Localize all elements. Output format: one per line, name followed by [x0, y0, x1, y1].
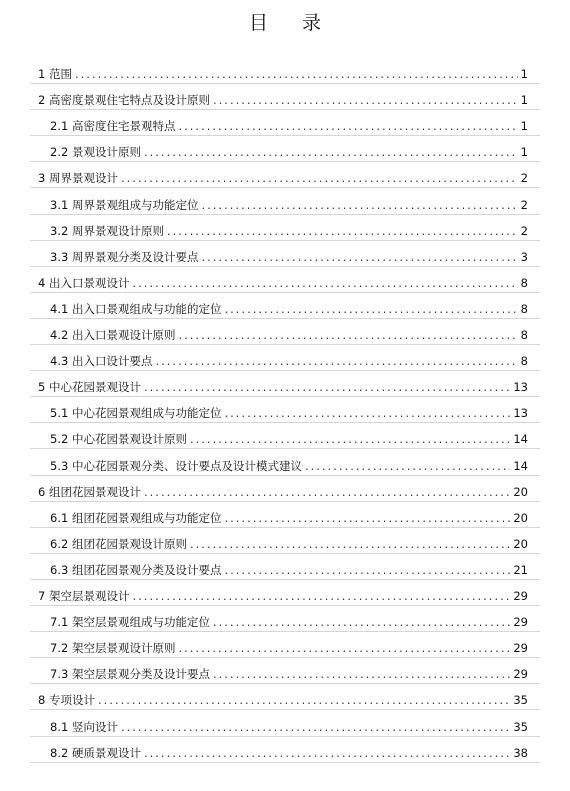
toc-entry[interactable]	[50, 327, 528, 343]
row-divider	[30, 292, 540, 293]
toc-entry-label: 7 架空层景观设计	[38, 589, 130, 603]
toc-leader-dots	[305, 459, 510, 473]
toc-entry-page: 2	[520, 224, 528, 238]
toc-leader-dots	[190, 537, 510, 551]
toc-entry-page: 1	[520, 119, 528, 133]
toc-entry-label: 6.1 组团花园景观组成与功能定位	[50, 511, 222, 525]
toc-entry[interactable]	[50, 353, 528, 369]
row-divider	[30, 709, 540, 710]
toc-entry-page: 20	[513, 511, 528, 525]
toc-leader-dots	[98, 693, 510, 707]
row-divider	[30, 527, 540, 528]
toc-leader-dots	[132, 589, 510, 603]
toc-entry-page: 20	[513, 537, 528, 551]
row-divider	[30, 605, 540, 606]
row-divider	[30, 736, 540, 737]
toc-entry[interactable]	[50, 197, 528, 213]
toc-entry-page: 8	[520, 328, 528, 342]
row-divider	[30, 448, 540, 449]
row-divider	[30, 657, 540, 658]
toc-entry-label: 3 周界景观设计	[38, 171, 118, 185]
toc-entry-page: 29	[513, 667, 528, 681]
row-divider	[30, 579, 540, 580]
toc-entry-page: 13	[513, 406, 528, 420]
toc-entry[interactable]	[50, 666, 528, 682]
toc-entry-label: 3.1 周界景观组成与功能定位	[50, 198, 199, 212]
toc-entry-label: 8.1 竖向设计	[50, 720, 118, 734]
toc-entry-label: 5.2 中心花园景观设计原则	[50, 432, 187, 446]
row-divider	[30, 344, 540, 345]
toc-leader-dots	[144, 485, 510, 499]
row-divider	[30, 83, 540, 84]
toc-entry[interactable]	[50, 405, 528, 421]
toc-entry-page: 2	[520, 198, 528, 212]
toc-leader-dots	[213, 615, 510, 629]
row-divider	[30, 762, 540, 763]
toc-entry-page: 1	[520, 67, 528, 81]
toc-entry-page: 2	[520, 171, 528, 185]
toc-leader-dots	[178, 641, 510, 655]
toc-entry[interactable]	[38, 275, 528, 291]
toc-entry-label: 4 出入口景观设计	[38, 276, 130, 290]
toc-leader-dots	[178, 328, 517, 342]
row-divider	[30, 187, 540, 188]
row-divider	[30, 631, 540, 632]
toc-leader-dots	[121, 720, 510, 734]
row-divider	[30, 161, 540, 162]
row-divider	[30, 266, 540, 267]
toc-entry-page: 8	[520, 302, 528, 316]
toc-entry[interactable]	[38, 692, 528, 708]
toc-entry[interactable]	[50, 118, 528, 134]
toc-leader-dots	[155, 354, 517, 368]
toc-entry-page: 38	[513, 746, 528, 760]
toc-entry-label: 3.2 周界景观设计原则	[50, 224, 164, 238]
toc-leader-dots	[201, 198, 517, 212]
row-divider	[30, 109, 540, 110]
toc-entry-label: 6 组团花园景观设计	[38, 485, 141, 499]
toc-leader-dots	[224, 563, 510, 577]
toc-entry-label: 4.1 出入口景观组成与功能的定位	[50, 302, 222, 316]
toc-entry-page: 35	[513, 720, 528, 734]
toc-entry-label: 6.2 组团花园景观设计原则	[50, 537, 187, 551]
row-divider	[30, 422, 540, 423]
toc-entry[interactable]	[50, 640, 528, 656]
toc-entry[interactable]	[38, 379, 528, 395]
toc-entry-label: 1 范围	[38, 67, 72, 81]
toc-entry[interactable]	[38, 484, 528, 500]
row-divider	[30, 475, 540, 476]
toc-entry-label: 5.3 中心花园景观分类、设计要点及设计模式建议	[50, 459, 302, 473]
row-divider	[30, 396, 540, 397]
toc-entry[interactable]	[50, 536, 528, 552]
page-title: 目 录	[248, 12, 336, 34]
row-divider	[30, 553, 540, 554]
toc-leader-dots	[121, 171, 518, 185]
toc-entry-label: 6.3 组团花园景观分类及设计要点	[50, 563, 222, 577]
toc-leader-dots	[224, 302, 517, 316]
toc-leader-dots	[167, 224, 518, 238]
toc-entry-page: 21	[513, 563, 528, 577]
toc-entry-page: 8	[520, 354, 528, 368]
toc-leader-dots	[144, 145, 518, 159]
toc-entry-label: 5.1 中心花园景观组成与功能定位	[50, 406, 222, 420]
toc-entry[interactable]	[38, 170, 528, 186]
toc-entry[interactable]	[50, 458, 528, 474]
toc-leader-dots	[132, 276, 517, 290]
row-divider	[30, 318, 540, 319]
row-divider	[30, 683, 540, 684]
toc-leader-dots	[178, 119, 517, 133]
toc-entry-page: 29	[513, 615, 528, 629]
row-divider	[30, 240, 540, 241]
toc-entry-label: 7.1 架空层景观组成与功能定位	[50, 615, 210, 629]
toc-entry[interactable]	[50, 614, 528, 630]
toc-entry-page: 8	[520, 276, 528, 290]
toc-entry[interactable]	[50, 223, 528, 239]
toc-entry-page: 14	[513, 432, 528, 446]
toc-entry-label: 3.3 周界景观分类及设计要点	[50, 250, 199, 264]
row-divider	[30, 370, 540, 371]
toc-entry[interactable]	[50, 745, 528, 761]
toc-entry[interactable]	[50, 510, 528, 526]
toc-entry-page: 3	[520, 250, 528, 264]
toc-entry-page: 29	[513, 589, 528, 603]
row-divider	[30, 501, 540, 502]
toc-leader-dots	[213, 93, 518, 107]
toc-entry[interactable]	[50, 301, 528, 317]
toc-entry-label: 5 中心花园景观设计	[38, 380, 141, 394]
toc-entry-label: 8.2 硬质景观设计	[50, 746, 141, 760]
toc-entry[interactable]	[38, 66, 528, 82]
toc-entry[interactable]	[50, 249, 528, 265]
toc-entry-label: 2 高密度景观住宅特点及设计原则	[38, 93, 210, 107]
toc-leader-dots	[201, 250, 517, 264]
toc-entry-page: 13	[513, 380, 528, 394]
toc-entry[interactable]	[50, 719, 528, 735]
toc-leader-dots	[75, 67, 518, 81]
toc-entry[interactable]	[50, 562, 528, 578]
toc-entry-page: 1	[520, 145, 528, 159]
toc-entry-label: 2.2 景观设计原则	[50, 145, 141, 159]
toc-entry-label: 7.3 架空层景观分类及设计要点	[50, 667, 210, 681]
row-divider	[30, 135, 540, 136]
toc-entry-label: 8 专项设计	[38, 693, 95, 707]
toc-entry[interactable]	[38, 588, 528, 604]
toc-entry-label: 7.2 架空层景观设计原则	[50, 641, 176, 655]
toc-entry-label: 2.1 高密度住宅景观特点	[50, 119, 176, 133]
toc-leader-dots	[224, 511, 510, 525]
toc-entry[interactable]	[38, 92, 528, 108]
toc-leader-dots	[144, 380, 510, 394]
toc-leader-dots	[190, 432, 510, 446]
toc-entry[interactable]	[50, 431, 528, 447]
row-divider	[30, 214, 540, 215]
toc-entry-page: 20	[513, 485, 528, 499]
toc-leader-dots	[144, 746, 510, 760]
toc-entry-page: 29	[513, 641, 528, 655]
toc-entry[interactable]	[50, 144, 528, 160]
toc-entry-page: 14	[513, 459, 528, 473]
toc-leader-dots	[213, 667, 510, 681]
toc-entry-label: 4.3 出入口设计要点	[50, 354, 153, 368]
toc-entry-page: 35	[513, 693, 528, 707]
toc-leader-dots	[224, 406, 510, 420]
toc-entry-label: 4.2 出入口景观设计原则	[50, 328, 176, 342]
toc-entry-page: 1	[520, 93, 528, 107]
